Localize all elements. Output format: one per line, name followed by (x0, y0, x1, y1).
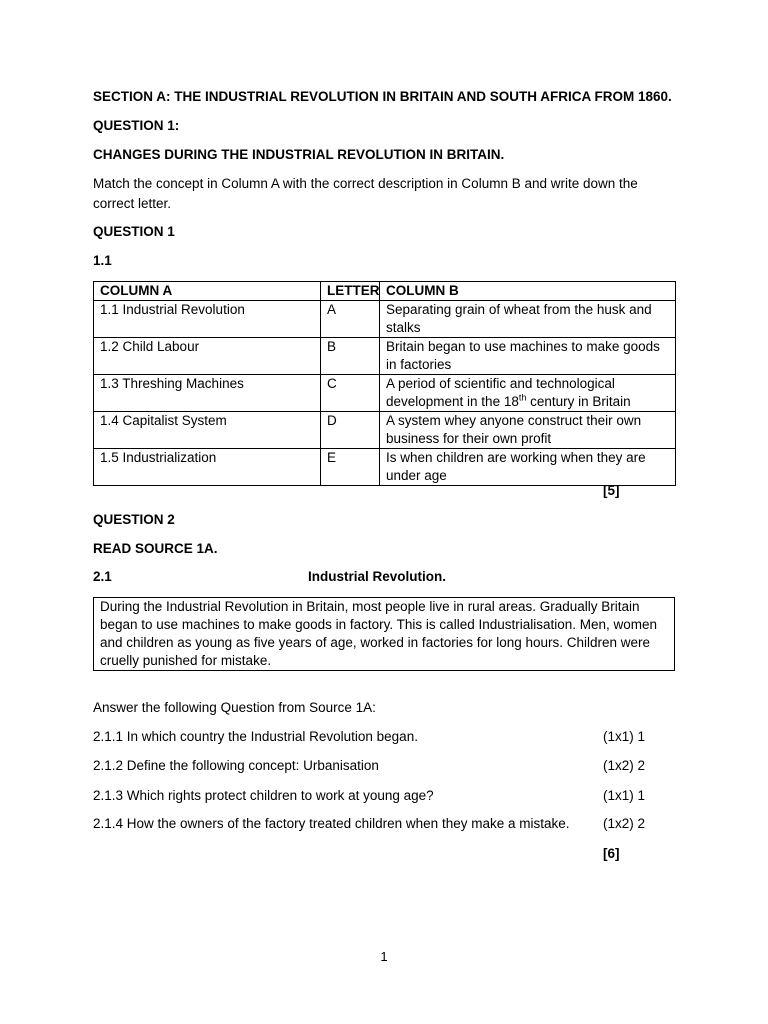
question-row (93, 757, 675, 775)
column-b-cell: Separating grain of wheat from the husk and stalks (380, 301, 676, 338)
column-a-cell: 1.4 Capitalist System (94, 412, 321, 449)
question-1-total: [5] (603, 483, 620, 498)
column-b-header: COLUMN B (380, 282, 676, 301)
question-1-number: 1.1 (93, 253, 112, 268)
column-a-header: COLUMN A (94, 282, 321, 301)
question-1-instruction: Match the concept in Column A with the correct description in Column B and write down the correct letter. (93, 176, 638, 211)
question-text: 2.1.2 Define the following concept: Urbanisation (93, 758, 379, 773)
letter-header: LETTER (321, 282, 380, 301)
document-page (93, 0, 675, 1024)
table-row (94, 338, 676, 375)
table-header-row (94, 282, 676, 301)
question-marks: (1x1) 1 (603, 788, 646, 803)
column-b-text: century in Britain (526, 394, 631, 409)
letter-cell: B (321, 338, 380, 375)
question-marks: (1x1) 1 (603, 729, 646, 744)
question-2-total: [6] (603, 846, 620, 861)
column-a-cell: 1.1 Industrial Revolution (94, 301, 321, 338)
question-text: 2.1.1 In which country the Industrial Revolution began. (93, 729, 418, 744)
column-b-cell: Is when children are working when they are under age (380, 449, 676, 486)
question-1-heading: QUESTION 1: (93, 118, 180, 133)
source-title: Industrial Revolution. (308, 569, 447, 584)
column-a-cell: 1.2 Child Labour (94, 338, 321, 375)
question-1-subheading: CHANGES DURING THE INDUSTRIAL REVOLUTION IN BRITAIN. (93, 147, 505, 162)
question-text: 2.1.4 How the owners of the factory treated children when they make a mistake. (93, 816, 570, 831)
letter-cell: C (321, 375, 380, 412)
column-a-cell: 1.3 Threshing Machines (94, 375, 321, 412)
table-row (94, 375, 676, 412)
question-row (93, 728, 675, 746)
question-row (93, 787, 675, 805)
answer-prompt: Answer the following Question from Source 1A: (93, 700, 376, 715)
source-1a-box: During the Industrial Revolution in Britain, most people live in rural areas. Gradually Britain began to use machines to make goods in factory. This is called Industrialisation. Men, women and children as young as five years of age, worked in factories for long hours. Children were cruelly punished for mistake. (93, 597, 675, 671)
column-b-cell (380, 375, 676, 412)
section-title: SECTION A: THE INDUSTRIAL REVOLUTION IN BRITAIN AND SOUTH AFRICA FROM 1860. (93, 89, 672, 104)
column-a-cell: 1.5 Industrialization (94, 449, 321, 486)
question-row (93, 815, 675, 833)
question-2-heading: QUESTION 2 (93, 512, 175, 527)
letter-cell: D (321, 412, 380, 449)
column-b-cell: A system whey anyone construct their own business for their own profit (380, 412, 676, 449)
column-b-text: A period of scientific and technological development in the 18 (386, 376, 615, 409)
question-marks: (1x2) 2 (603, 758, 646, 773)
read-source-instruction: READ SOURCE 1A. (93, 541, 218, 556)
question-1-heading-repeat: QUESTION 1 (93, 224, 175, 239)
table-row (94, 301, 676, 338)
question-2-number: 2.1 (93, 569, 112, 584)
table-row (94, 412, 676, 449)
ordinal-superscript: th (518, 392, 527, 403)
page-number: 1 (380, 949, 388, 964)
table-row (94, 449, 676, 486)
question-marks: (1x2) 2 (603, 816, 646, 831)
matching-table (93, 281, 676, 486)
question-text: 2.1.3 Which rights protect children to work at young age? (93, 788, 434, 803)
letter-cell: E (321, 449, 380, 486)
letter-cell: A (321, 301, 380, 338)
column-b-cell: Britain began to use machines to make goods in factories (380, 338, 676, 375)
